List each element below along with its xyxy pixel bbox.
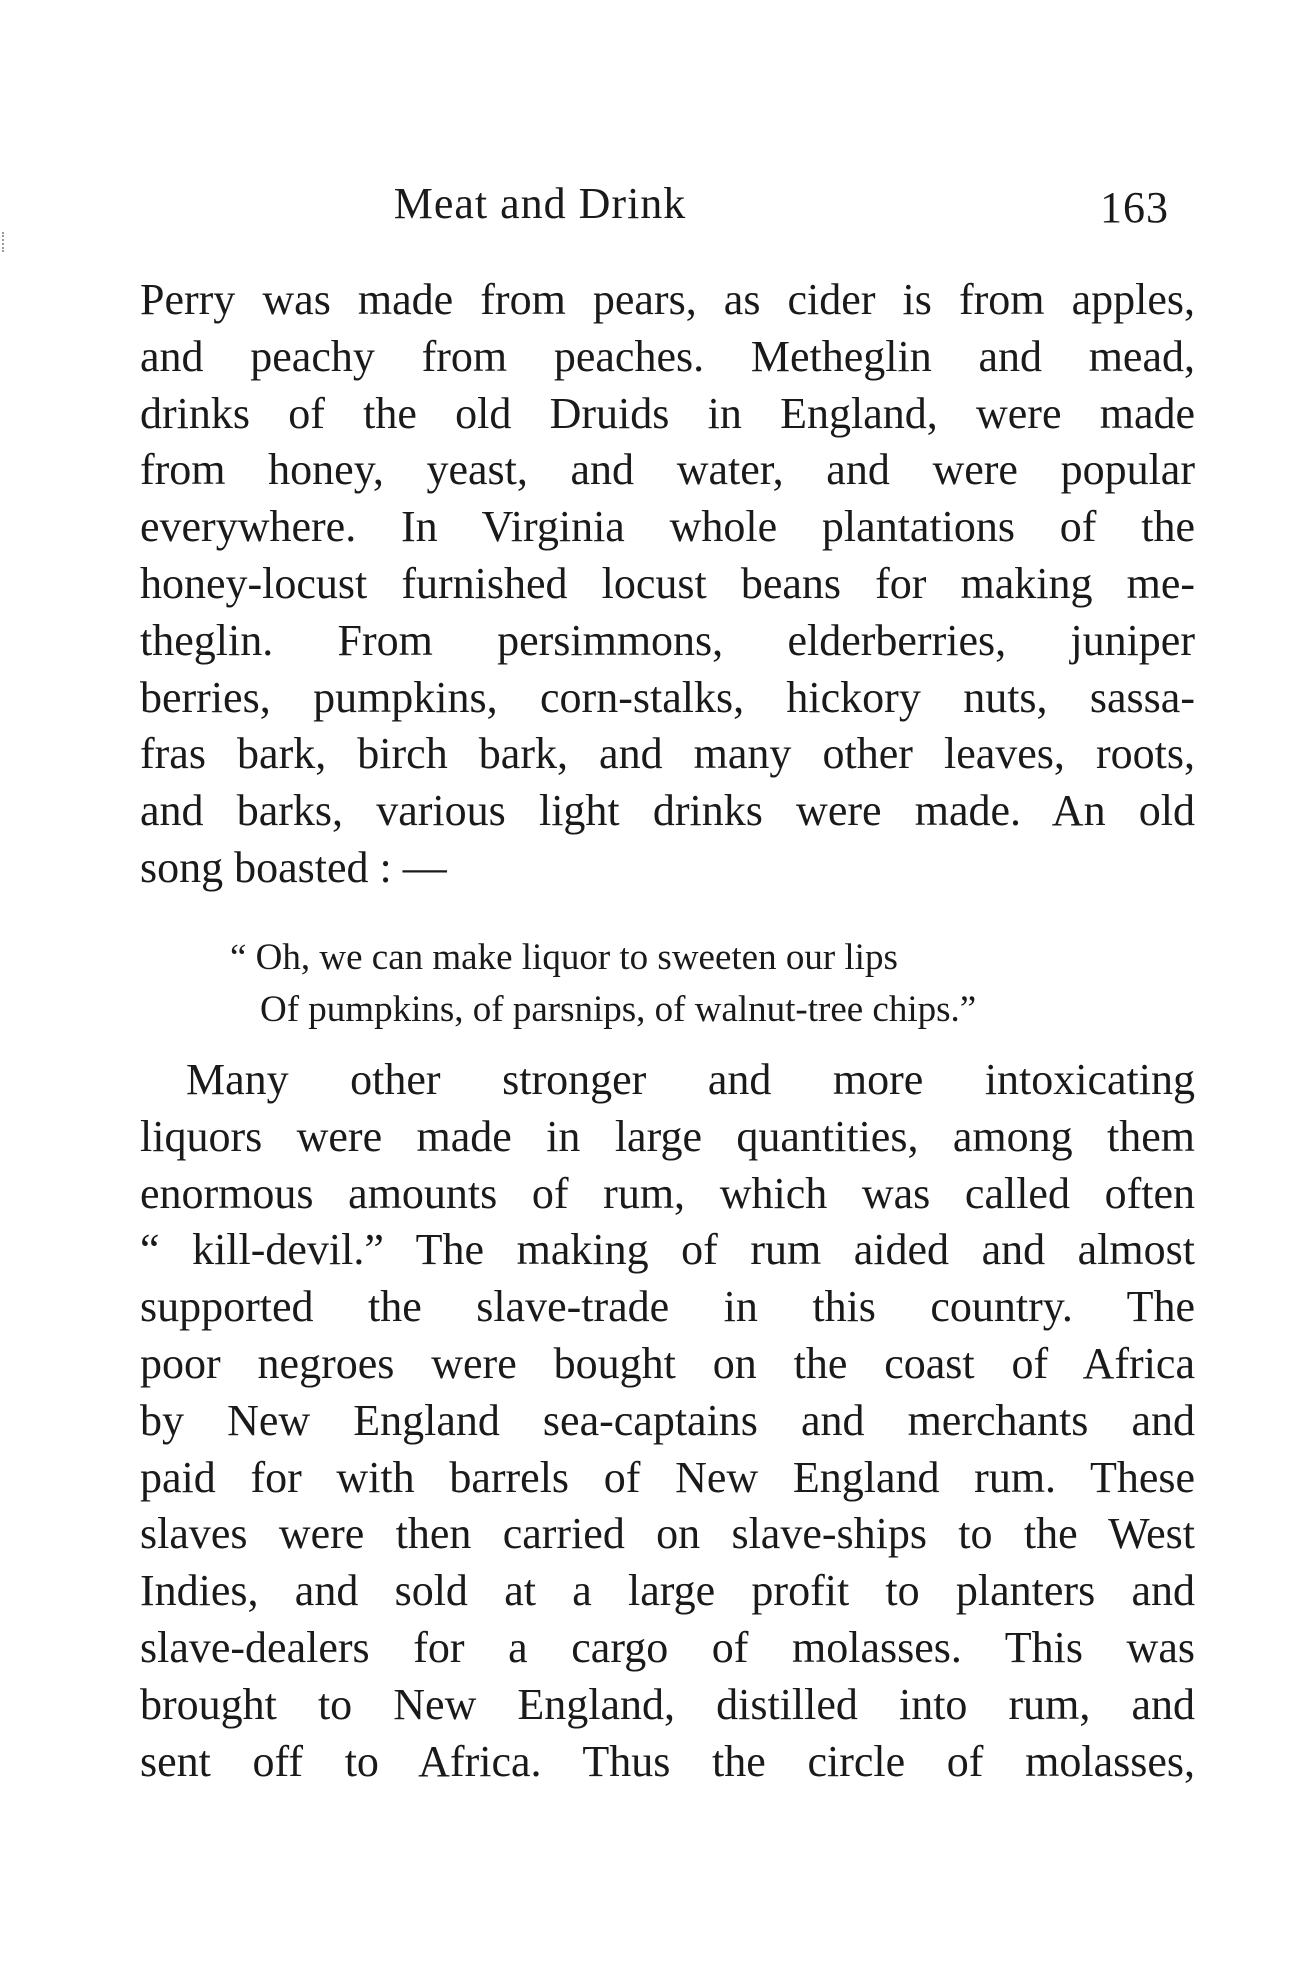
text-line: drinks of the old Druids in England, were made [140,388,1195,438]
text-line: and peachy from peaches. Metheglin and mead, [140,331,1195,381]
text-line: slaves were then carried on slave-ships to the West [140,1509,1195,1559]
text-line: theglin. From persimmons, elderberries, juniper [140,615,1195,665]
text-line: Many other stronger and more intoxicating [186,1055,1195,1104]
paragraph-2 [140,1052,1195,1790]
text-line: and barks, various light drinks were made. An old [140,786,1195,836]
text-line: slave-dealers for a cargo of molasses. This was [140,1622,1195,1672]
text-line: supported the slave-trade in this country. The [140,1282,1195,1332]
text-line: Indies, and sold at a large profit to planters and [140,1566,1195,1616]
text-line: liquors were made in large quantities, among them [140,1111,1195,1161]
verse-quotation [230,932,1090,1036]
paragraph-1 [140,272,1195,897]
text-line: enormous amounts of rum, which was called often [140,1168,1195,1218]
text-line: honey-locust furnished locust beans for making me- [140,558,1195,608]
text-line: fras bark, birch bark, and many other leaves, roots, [140,729,1195,779]
running-title: Meat and Drink [393,179,687,228]
text-line: brought to New England, distilled into rum, and [140,1679,1195,1729]
text-line: poor negroes were bought on the coast of Africa [140,1338,1195,1388]
verse-line: “ Oh, we can make liquor to sweeten our lips [230,937,898,978]
page-number: 163 [1100,183,1169,232]
text-line: everywhere. In Virginia whole plantations of the [140,502,1195,552]
text-line: paid for with barrels of New England rum. These [140,1452,1195,1502]
text-line: berries, pumpkins, corn-stalks, hickory nuts, sassa- [140,672,1195,722]
text-line: from honey, yeast, and water, and were popular [140,445,1195,495]
text-line: by New England sea-captains and merchants and [140,1395,1195,1445]
text-line: song boasted : — [140,842,447,892]
text-line: sent off to Africa. Thus the circle of molasses, [140,1736,1195,1786]
scan-edge-mark [2,232,7,252]
text-line: Perry was made from pears, as cider is from apples, [140,275,1195,324]
verse-line: Of pumpkins, of parsnips, of walnut-tree chips.” [260,989,977,1030]
text-line: “ kill-devil.” The making of rum aided and almost [140,1225,1195,1275]
